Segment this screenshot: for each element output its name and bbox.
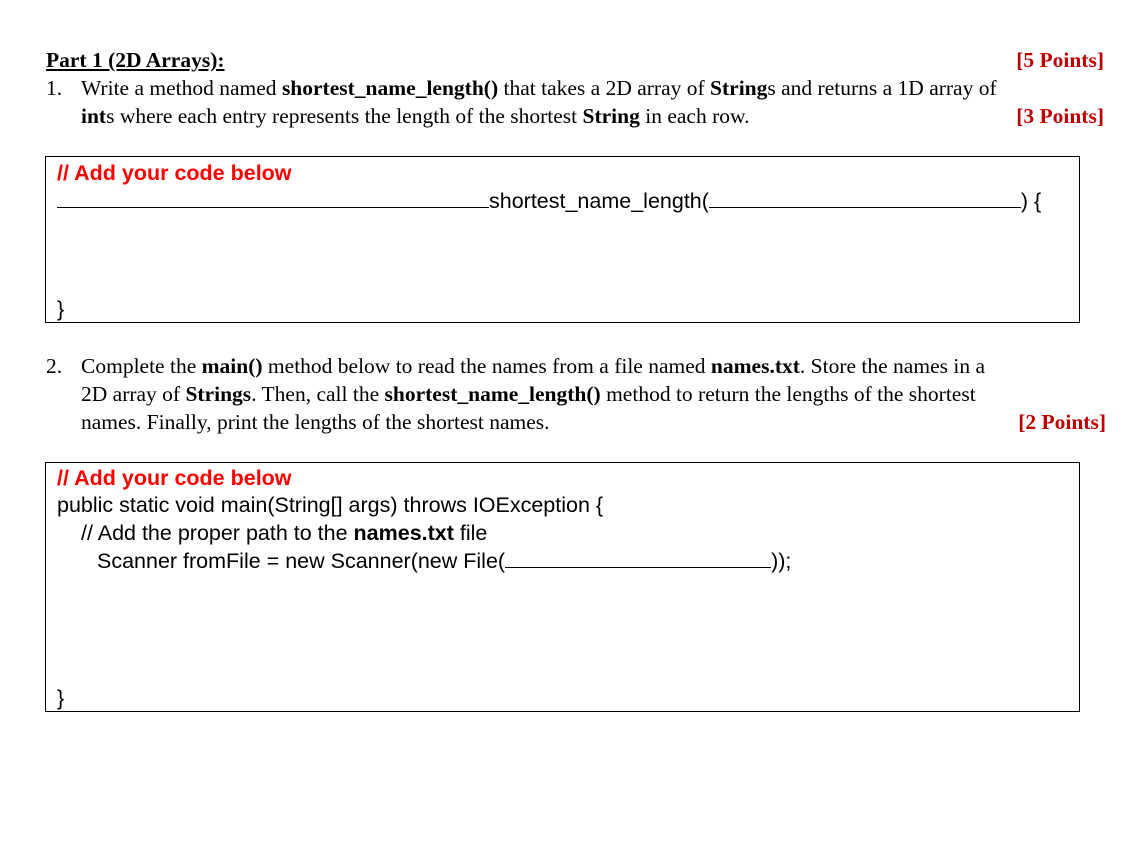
- q2-keyword: main(): [201, 354, 263, 378]
- question-1-number: 1.: [46, 76, 63, 100]
- q2-text: . Then, call the: [251, 382, 385, 406]
- file-path-blank[interactable]: [505, 547, 771, 568]
- q1-text: s where each entry represents the length of the shortest: [106, 104, 583, 128]
- q1-method-name: shortest_name_length(): [281, 76, 499, 100]
- q1-text: in each row.: [639, 104, 750, 128]
- question-2-line-3: names. Finally, print the lengths of the shortest names.: [81, 410, 550, 434]
- path-comment-filename: names.txt: [353, 521, 454, 545]
- part-heading-row: [46, 46, 225, 74]
- part-heading: Part 1 (2D Arrays):: [46, 48, 225, 72]
- q1-keyword: String: [710, 76, 768, 100]
- q1-text: s and returns a 1D array of: [767, 76, 997, 100]
- code-answer-box-1[interactable]: [45, 156, 1080, 323]
- question-2-points: [2 Points]: [1018, 410, 1106, 434]
- q2-keyword: Strings: [185, 382, 252, 406]
- q1-keyword: int: [81, 104, 107, 128]
- q2-text: method below to read the names from a file named: [262, 354, 711, 378]
- question-1-line-1: [81, 74, 997, 102]
- scanner-code: Scanner fromFile = new Scanner(new File(: [97, 549, 506, 573]
- closing-brace: }: [57, 297, 65, 321]
- parameter-blank[interactable]: [709, 187, 1021, 208]
- method-signature: [57, 187, 1041, 215]
- code-comment: // Add your code below: [57, 161, 292, 185]
- method-signature-end: ) {: [1020, 189, 1042, 213]
- return-type-blank[interactable]: [57, 187, 489, 208]
- path-comment: [81, 519, 487, 547]
- question-2-line-2: [81, 380, 976, 408]
- path-comment-text: file: [453, 521, 488, 545]
- part-points: [5 Points]: [1016, 48, 1104, 72]
- scanner-line: [97, 547, 791, 575]
- q1-text: that takes a 2D array of: [498, 76, 711, 100]
- code-comment: // Add your code below: [57, 466, 292, 490]
- q2-text: Complete the: [81, 354, 202, 378]
- q1-text: Write a method named: [81, 76, 282, 100]
- question-1-line-2: [81, 102, 750, 130]
- q2-text: . Store the names in a: [799, 354, 985, 378]
- q2-text: method to return the lengths of the shortest: [600, 382, 976, 406]
- question-1-points: [3 Points]: [1016, 104, 1104, 128]
- q2-method-name: shortest_name_length(): [384, 382, 601, 406]
- q2-text: 2D array of: [81, 382, 186, 406]
- q2-keyword: names.txt: [710, 354, 800, 378]
- code-answer-box-2[interactable]: [45, 462, 1080, 712]
- method-signature-name: shortest_name_length(: [489, 189, 709, 213]
- question-2-number: 2.: [46, 354, 63, 378]
- question-2-line-1: [81, 352, 985, 380]
- closing-brace: }: [57, 686, 65, 710]
- q1-keyword: String: [582, 104, 640, 128]
- path-comment-text: // Add the proper path to the: [81, 521, 354, 545]
- main-signature: public static void main(String[] args) throws IOException {: [57, 493, 604, 517]
- scanner-code-end: ));: [771, 549, 792, 573]
